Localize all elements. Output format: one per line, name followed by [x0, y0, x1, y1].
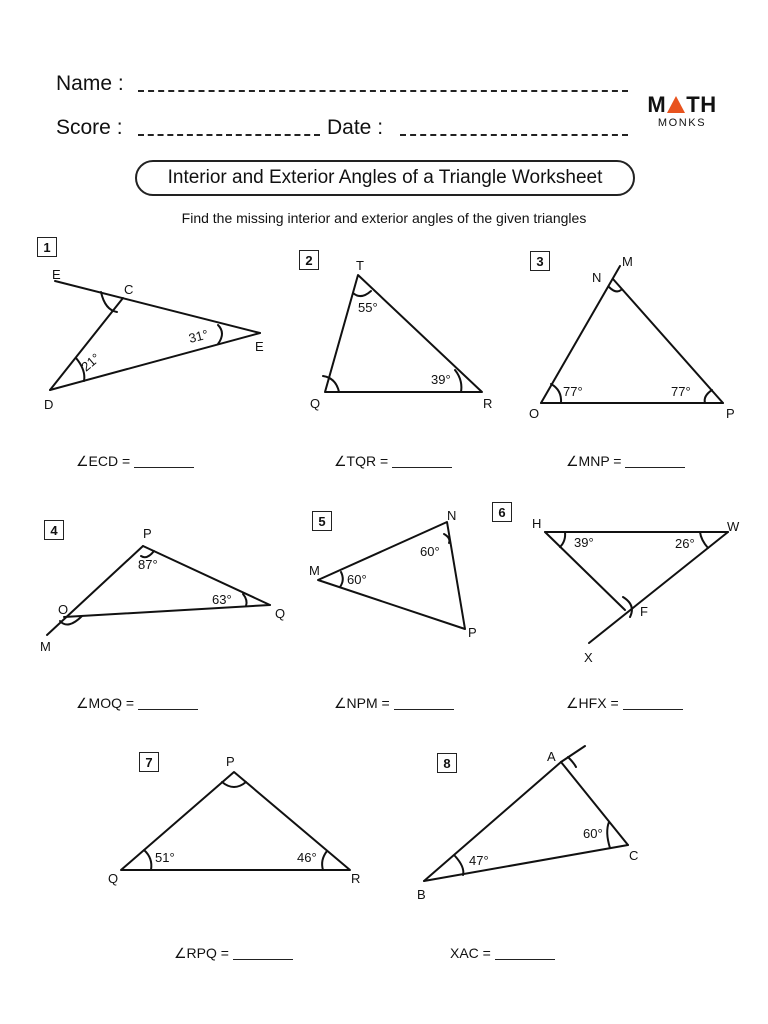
angle-label: 77°: [563, 384, 583, 399]
score-label: Score :: [56, 116, 123, 139]
vertex-label: M: [309, 563, 320, 578]
answer-blank[interactable]: [138, 709, 198, 710]
angle-label: 21°: [78, 350, 103, 375]
vertex-label: O: [58, 602, 69, 617]
problem-number: 1: [37, 237, 57, 257]
problem-number: 7: [139, 752, 159, 772]
angle-label: 60°: [420, 544, 440, 559]
angle-label: 60°: [583, 826, 603, 841]
question-5: ∠NPM =: [334, 695, 454, 712]
vertex-label: A: [547, 749, 556, 764]
triangle-4: [47, 546, 270, 635]
question-7: ∠RPQ =: [174, 945, 293, 962]
vertex-label: T: [356, 258, 364, 273]
question-2: ∠TQR =: [334, 453, 452, 470]
angle-label: 39°: [574, 535, 594, 550]
instructions: Find the missing interior and exterior angles of the given triangles: [181, 210, 587, 226]
triangle-1: [50, 281, 260, 390]
problem-number: 6: [492, 502, 512, 522]
vertex-label: H: [532, 516, 542, 531]
problem-number: 4: [44, 520, 64, 540]
question-3: ∠MNP =: [566, 453, 685, 470]
vertex-label: E: [52, 267, 61, 282]
vertex-label: C: [629, 848, 639, 863]
vertex-label: R: [351, 871, 361, 886]
answer-blank[interactable]: [233, 959, 293, 960]
problem-number: 2: [299, 250, 319, 270]
question-1: ∠ECD =: [76, 453, 194, 470]
angle-label: 39°: [431, 372, 451, 387]
problem-number: 8: [437, 753, 457, 773]
answer-blank[interactable]: [623, 709, 683, 710]
vertex-label: E: [255, 339, 264, 354]
triangle-3: [541, 266, 723, 403]
vertex-label: P: [143, 526, 152, 541]
vertex-label: P: [226, 754, 235, 769]
angle-label: 31°: [187, 326, 210, 346]
vertex-label: B: [417, 887, 426, 902]
problem-number: 5: [312, 511, 332, 531]
vertex-label: N: [447, 508, 457, 523]
angle-label: 60°: [347, 572, 367, 587]
date-label: Date :: [327, 116, 384, 139]
triangle-5: [318, 522, 465, 629]
vertex-label: C: [124, 282, 134, 297]
answer-blank[interactable]: [625, 467, 685, 468]
math-monks-logo: M TH MONKS: [647, 92, 717, 129]
question-6: ∠HFX =: [566, 695, 683, 712]
vertex-label: N: [592, 270, 602, 285]
vertex-label: P: [726, 406, 735, 421]
answer-blank[interactable]: [392, 467, 452, 468]
problem-number: 3: [530, 251, 550, 271]
vertex-label: Q: [310, 396, 321, 411]
worksheet-title: Interior and Exterior Angles of a Triangle Worksheet: [135, 160, 635, 196]
angle-label: 63°: [212, 592, 232, 607]
vertex-label: R: [483, 396, 493, 411]
vertex-label: Q: [275, 606, 286, 621]
angle-label: 77°: [671, 384, 691, 399]
vertex-label: X: [584, 650, 593, 665]
answer-blank[interactable]: [134, 467, 194, 468]
vertex-label: M: [622, 254, 633, 269]
question-4: ∠MOQ =: [76, 695, 198, 712]
vertex-label: F: [640, 604, 648, 619]
angle-label: 46°: [297, 850, 317, 865]
triangle-6: [545, 532, 728, 643]
vertex-label: D: [44, 397, 54, 412]
answer-blank[interactable]: [394, 709, 454, 710]
vertex-label: P: [468, 625, 477, 640]
angle-label: 47°: [469, 853, 489, 868]
angle-label: 55°: [358, 300, 378, 315]
vertex-label: O: [529, 406, 540, 421]
angle-label: 87°: [138, 557, 158, 572]
question-8: XAC =: [450, 945, 555, 961]
vertex-label: M: [40, 639, 51, 654]
vertex-label: Q: [108, 871, 119, 886]
answer-blank[interactable]: [495, 959, 555, 960]
name-label: Name :: [56, 72, 124, 95]
triangle-2: [323, 275, 482, 392]
angle-label: 26°: [675, 536, 695, 551]
angle-label: 51°: [155, 850, 175, 865]
triangle-8: [424, 746, 628, 881]
vertex-label: W: [727, 519, 740, 534]
